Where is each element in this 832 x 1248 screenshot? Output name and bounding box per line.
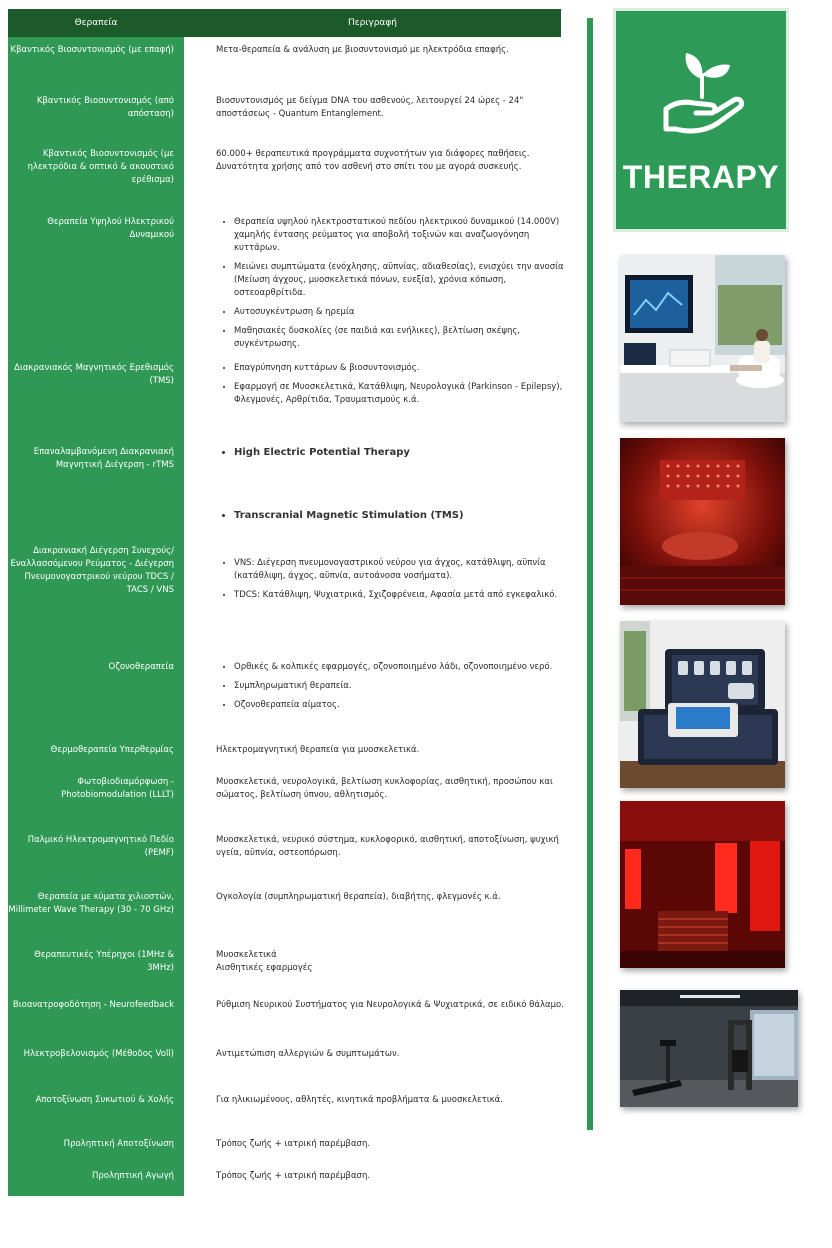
photo-gym-room	[620, 990, 798, 1107]
list-item: • Transcranial Magnetic Stimulation (TMS)	[234, 509, 566, 522]
photo-red-light-chamber	[620, 438, 785, 605]
logo-wordmark: THERAPY	[622, 159, 780, 195]
therapy-description: Μυοσκελετικά, νευρικό σύστημα, κυκλοφορικό, αισθητική, αποτοξίνωση, ψυχική υγεία, αϋπνία, οστεοπόρωση.	[216, 835, 559, 858]
therapy-description: Ηλεκτρομαγνητική θεραπεία για μυοσκελετικά.	[216, 745, 420, 755]
therapy-name: Θεραπεία με κύματα χιλιοστών, Millimeter Wave Therapy (30 - 70 GHz)	[8, 892, 174, 915]
list-item: • Επαγρύπνηση κυττάρων & βιοσυντονισμός.	[234, 362, 566, 375]
header-therapy: Θεραπεία	[74, 18, 118, 28]
table-header	[8, 9, 561, 37]
therapy-name: Προληπτική Αποτοξίνωση	[63, 1139, 174, 1149]
therapy-logo	[616, 11, 786, 229]
therapy-column-bg	[8, 37, 184, 1196]
therapy-description: Αντιμετώπιση αλλεργιών & συμπτωμάτων.	[216, 1049, 400, 1059]
therapy-description	[216, 557, 566, 608]
therapy-name: Αποτοξίνωση Συκωτιού & Χολής	[35, 1095, 174, 1105]
header-description: Περιγραφή	[347, 18, 397, 28]
therapy-name: Θεραπευτικές Υπέρηχοι (1MHz & 3MHz)	[34, 950, 174, 973]
list-item: • VNS: Διέγερση πνευμονογαστρικού νεύρου για άγχος, κατάθλιψη, αϋπνία (κατάθλιψη, άγχος, αϋπνία, αυτοάνοσα νοσήματα).	[234, 557, 566, 583]
therapy-description	[216, 509, 566, 528]
therapy-name: Φωτοβιοδιαμόρφωση - Photobiomodulation (LLLT)	[61, 777, 174, 800]
therapy-name: Επαναλαμβανόμενη Διακρανιακή Μαγνητική Διέγερση - rTMS	[33, 447, 174, 470]
therapy-name: Θεραπεία Υψηλού Ηλεκτρικού Δυναμικού	[47, 217, 174, 240]
photo-treatment-room	[620, 255, 785, 422]
plant-in-hand-icon	[660, 45, 744, 135]
therapy-description: Μυοσκελετικά, νευρολογικά, βελτίωση κυκλοφορίας, αισθητική, προσώπου και σώματος, βελτίωση ύπνου, αθλητισμός.	[216, 777, 553, 800]
list-item: • Μειώνει συμπτώματα (ενόχλησης, αϋπνίας, αδιαθεσίας), ενισχύει την ανοσία (Μείωση άγχους, μυοσκελετικά πόνων, ευεξία), χρόνια κόπωση, οστεοαρθρίτιδα.	[234, 261, 566, 300]
list-item: • Ορθικές & κολπικές εφαρμογές, οζονοποιημένο λάδι, οζονοποιημένο νερό.	[234, 661, 566, 674]
therapy-description	[216, 446, 566, 465]
therapy-description: Μυοσκελετικά Αισθητικές εφαρμογές	[216, 950, 313, 973]
therapy-description: Βιοσυντονισμός με δείγμα DNA του ασθενούς, λειτουργεί 24 ώρες - 24" αποστάσεως - Quantum Entanglement.	[216, 96, 524, 119]
therapy-description: 60.000+ θεραπευτικά προγράμματα συχνοτήτων για διάφορες παθήσεις. Δυνατότητα χρήσης από τον ασθενή στο σπίτι του με αγορά συσκευής.	[216, 149, 530, 172]
divider-bar	[587, 18, 593, 1130]
therapy-description: Ρύθμιση Νευρικού Συστήματος για Νευρολογικά & Ψυχιατρικά, σε ειδικό θάλαμο.	[216, 1000, 564, 1010]
therapy-description: Μετα-θεραπεία & ανάλυση με βιοσυντονισμό με ηλεκτρόδια επαφής.	[216, 45, 509, 55]
therapy-description: Ογκολογία (συμπληρωματική θεραπεία), διαβήτης, φλεγμονές κ.ά.	[216, 892, 501, 902]
list-item: • Εφαρμογή σε Μυοσκελετικά, Κατάθλιψη, Νευρολογικά (Parkinson - Epilepsy), Φλεγμονές, Αρθρίτιδα, Τραυματισμούς κ.ά.	[234, 381, 566, 407]
photo-device-case	[620, 621, 785, 788]
therapy-name: Ηλεκτροβελονισμός (Μέθοδος Voll)	[23, 1049, 174, 1059]
therapy-description: Τρόπος ζωής + ιατρική παρέμβαση.	[216, 1139, 371, 1149]
therapy-name: Κβαντικός Βιοσυντονισμός (με επαφή)	[10, 45, 174, 55]
therapy-description	[216, 661, 566, 718]
therapy-name: Διακρανιακή Διέγερση Συνεχούς/Εναλλασσόμενου Ρεύματος - Διέγερση Πνευμονογαστρικού νεύρου TDCS / TACS / VNS	[10, 546, 174, 595]
photo-infrared-sauna	[620, 801, 785, 968]
therapy-name: Κβαντικός Βιοσυντονισμός (από απόσταση)	[36, 96, 174, 119]
list-item: • TDCS: Κατάθλιψη, Ψυχιατρικά, Σχιζοφρένεια, Αφασία μετά από εγκεφαλικό.	[234, 589, 566, 602]
therapy-description: Για ηλικιωμένους, αθλητές, κινητικά προβλήματα & μυοσκελετικά.	[216, 1095, 503, 1105]
list-item: • Αυτοσυγκέντρωση & ηρεμία	[234, 306, 566, 319]
therapy-name: Οζονοθεραπεία	[108, 662, 174, 672]
therapy-description	[216, 216, 566, 357]
therapy-name: Προληπτική Αγωγή	[92, 1171, 174, 1181]
therapy-name: Βιοανατροφοδότηση - Neurofeedback	[12, 1000, 174, 1010]
list-item: • High Electric Potential Therapy	[234, 446, 566, 459]
therapy-name: Κβαντικός Βιοσυντονισμός (με ηλεκτρόδια & οπτικό & ακουστικό ερέθισμα)	[27, 149, 174, 185]
list-item: • Οζονοθεραπεία αίματος.	[234, 699, 566, 712]
therapy-description	[216, 362, 566, 413]
therapy-name: Θερμοθεραπεία Υπερθερμίας	[50, 745, 174, 755]
therapy-name: Διακρανιακός Μαγνητικός Ερεθισμός (TMS)	[14, 363, 174, 386]
therapy-description: Τρόπος ζωής + ιατρική παρέμβαση.	[216, 1171, 371, 1181]
list-item: • Συμπληρωματική θεραπεία.	[234, 680, 566, 693]
list-item: • Μαθησιακές δυσκολίες (σε παιδιά και ενήλικες), βελτίωση σκέψης, συγκέντρωσης.	[234, 325, 566, 351]
list-item: • Θεραπεία υψηλού ηλεκτροστατικού πεδίου ηλεκτρικού δυναμικού (14.000V) χαμηλής έντασης ρεύματος για αποβολή τοξινών και αναζωογόνηση κυττάρων.	[234, 216, 566, 255]
therapy-name: Παλμικό Ηλεκτρομαγνητικό Πεδίο (PEMF)	[27, 835, 174, 858]
